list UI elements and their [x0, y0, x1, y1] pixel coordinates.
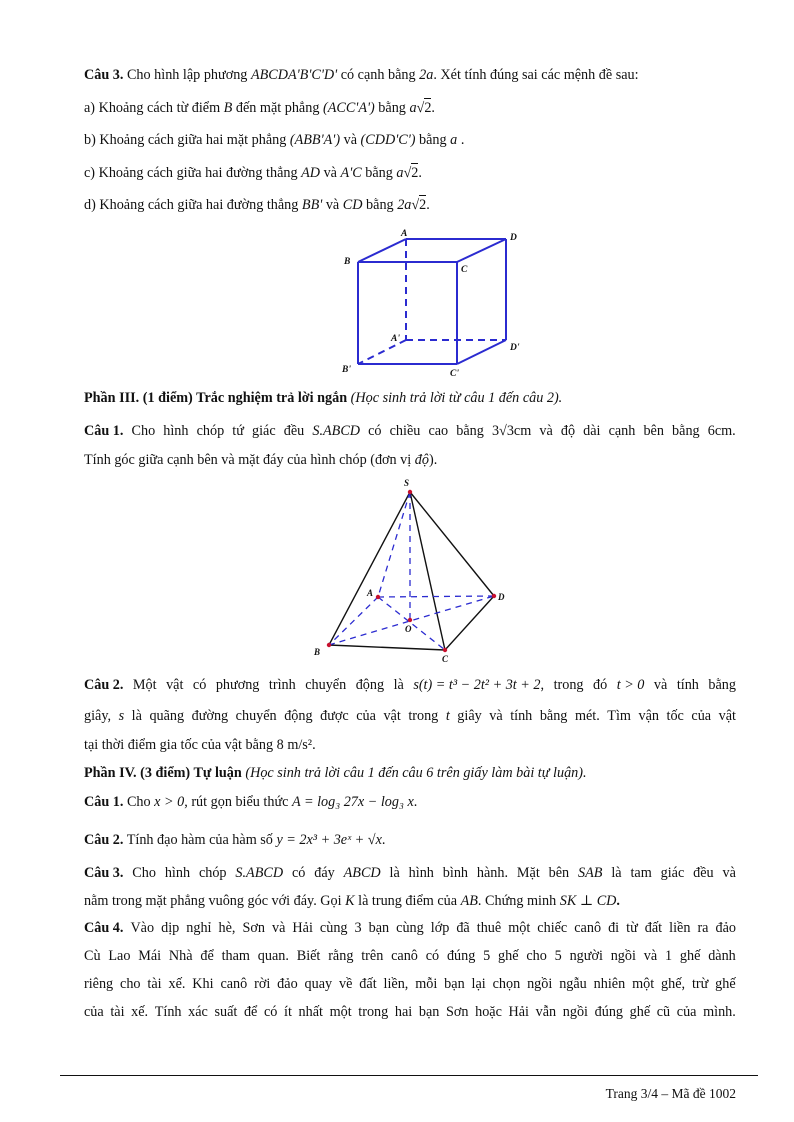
p4-cau4-l3-w5: canô — [220, 976, 248, 992]
cube-label-B1: B' — [342, 365, 351, 375]
p4-cau4-l2-w3: Nhà — [168, 948, 193, 964]
p3-cau2-title: Câu 2. — [84, 677, 124, 693]
cube-label-A1: A' — [391, 334, 400, 344]
p4-cau2-title: Câu 2. — [84, 832, 124, 848]
p4-cau4-l2-w18: ngồi — [610, 948, 636, 964]
p4-cau4-l1-w0: Vào — [130, 920, 155, 936]
p4-cau4-l2-w4: để — [200, 948, 214, 964]
part4-heading — [84, 764, 587, 782]
p4-cau3-w18: và — [722, 865, 736, 881]
opt-a-mid: đến mặt phẳng — [235, 100, 320, 116]
p3-cau1-w16: bên — [643, 423, 664, 439]
p3-cau2-accel: 8 m/s² — [276, 737, 313, 753]
p3-cau1-w11: 3√3cm — [491, 423, 532, 439]
p3-cau2-w11: đó — [593, 677, 608, 693]
pyr-hidden-AD — [378, 596, 494, 597]
p4-cau4-l2-w5: tham — [221, 948, 250, 964]
p4-cau3-w11: Mặt — [516, 865, 540, 881]
p4-cau4-l3-w3: xế. — [168, 976, 186, 992]
p4-cau4-line3 — [84, 975, 736, 993]
p3-cau2-w10: trong — [553, 677, 584, 693]
p3-cau2-w1: vật — [166, 677, 184, 693]
p4-cau4-l2-w20: 1 — [664, 948, 673, 964]
p4-cau4-l3-w16: ngồi — [527, 976, 553, 992]
p4-cau4-line1 — [84, 919, 736, 937]
opt-d-text: d) Khoảng cách giữa hai đường thẳng — [84, 197, 299, 213]
opt-a-text: a) Khoảng cách từ điểm — [84, 100, 221, 116]
p4-cau4-l4-w19: đúng — [594, 1004, 623, 1020]
p4-cau4-l1-w22: đảo — [715, 920, 736, 936]
part3-note: (Học sinh trả lời từ câu 1 đến câu 2). — [350, 390, 563, 406]
p4-cau3-w3: S.ABCD — [235, 865, 284, 881]
p4-cau4-l3-w17: ngẫu — [559, 976, 587, 992]
opt-a-plane: (ACC'A') — [322, 100, 375, 116]
pyr-edge-SB — [329, 492, 410, 645]
pyr-edge-BC — [329, 645, 445, 650]
p4-cau1 — [84, 793, 417, 811]
p4-cau4-l3-w18: nhiên — [593, 976, 626, 992]
p4-cau4-l1-w16: canô — [574, 920, 602, 936]
p4-cau2 — [84, 831, 385, 849]
opt-c-and: và — [323, 165, 337, 181]
cau3-title: Câu 3. — [84, 67, 124, 83]
p4-cau4-l4-w23: mình. — [703, 1004, 736, 1020]
cube-label-D: D — [510, 233, 517, 243]
p4-cau2-end: . — [381, 832, 386, 848]
p3-cau2-l2-w16: mét. — [574, 708, 600, 724]
part4-title: Phần IV. (3 điểm) Tự luận — [84, 765, 242, 781]
p4-cau4-l1-w3: hè, — [218, 920, 236, 936]
p4-cau3-title: Câu 3. — [84, 865, 124, 881]
p3-cau1-w9: cao — [428, 423, 449, 439]
p4-cau4-l2-w7: Biết — [296, 948, 321, 964]
footer-divider — [60, 1075, 758, 1076]
p4-cau3-w15: tam — [630, 865, 652, 881]
opt-c-line2: A'C — [340, 165, 362, 181]
p4-cau4-l1-w14: một — [508, 920, 531, 936]
p4-cau4-l2-w12: đúng — [446, 948, 476, 964]
p4-cau4-l2-w17: người — [569, 948, 603, 964]
p4-cau4-l1-w20: liền — [669, 920, 691, 936]
p3-cau2-l2-w14: tính — [510, 708, 533, 724]
p4-cau4-l1-w9: bạn — [368, 920, 390, 936]
cube-label-C: C — [461, 265, 468, 275]
opt-d-line2: CD — [342, 197, 363, 213]
p3-cau2-w7: là — [393, 677, 404, 693]
p4-cau4-l3-w11: liền, — [383, 976, 409, 992]
opt-b-plane2: (CDD'C') — [360, 132, 416, 148]
cube-label-D1: D' — [510, 343, 520, 353]
p3-cau2-l2-w2: là — [131, 708, 142, 724]
p4-cau3-w0: Cho — [132, 865, 156, 881]
p3-cau2-comma: , — [540, 677, 545, 693]
p4-cau3-w1: hình — [164, 865, 191, 881]
opt-d-line1: BB' — [301, 197, 323, 213]
p4-cau1-end: . — [413, 794, 418, 810]
opt-a-point: B — [223, 100, 233, 116]
p4-cau3-l2: nằm trong mặt phẳng vuông góc với đáy. Gọi — [84, 893, 342, 909]
cube-label-B: B — [344, 257, 351, 267]
p3-cau2-l2-w15: bằng — [539, 708, 568, 724]
p4-cau1-mid: , rút gọn biểu thức — [184, 794, 289, 810]
p4-cau4-l4-w8: ít — [284, 1004, 292, 1020]
p3-cau1-line2 — [84, 451, 437, 469]
cau3-stem-c: . Xét tính đúng sai các mệnh đề sau: — [433, 67, 639, 83]
pyr-label-S: S — [404, 478, 410, 488]
p3-cau1-w10: bằng — [456, 423, 484, 439]
p4-cau4-l1-w19: đất — [644, 920, 663, 936]
opt-d-val: 2a — [397, 197, 412, 213]
p3-cau1-w0: Cho — [131, 423, 156, 439]
p4-cau4-l4-w9: nhất — [298, 1004, 323, 1020]
p3-cau2-l2-w12: giây — [457, 708, 482, 724]
p4-cau4-l4-w11: trong — [358, 1004, 389, 1020]
opt-c-line1: AD — [301, 165, 321, 181]
p3-cau2-l2-w1: s — [118, 708, 125, 724]
p4-cau4-l3-w12: mỗi — [415, 976, 438, 992]
p4-cau4-l3-w2: tài — [147, 976, 162, 992]
p4-cau4-l4-w16: Hải — [508, 1004, 530, 1020]
p4-cau4-l1-w17: đi — [608, 920, 620, 936]
pyr-edge-SD — [410, 492, 494, 596]
p4-cau1-cond: x > 0 — [154, 794, 185, 810]
p4-cau4-l1-w11: lớp — [430, 920, 450, 936]
opt-d-rad: 2 — [419, 197, 427, 213]
pyr-point-B — [327, 643, 331, 647]
p4-cau4-l2-w6: quan. — [257, 948, 289, 964]
p4-cau4-l1-w2: nghỉ — [186, 920, 212, 936]
p4-cau1-expr: A = log₃ 27x − log₃ x — [292, 794, 414, 810]
p4-cau4-l3-w19: một — [632, 976, 655, 992]
pyr-edge-CD — [445, 596, 494, 650]
cau3-stem-a: Cho hình lập phương — [126, 67, 248, 83]
p3-cau1-w3: tứ — [232, 423, 244, 439]
p4-cau4-l4-w17: vẫn — [535, 1004, 557, 1020]
p4-cau4-l2-w19: và — [643, 948, 658, 964]
part3-heading — [84, 389, 562, 407]
opt-a-val: a — [409, 100, 417, 116]
p3-cau1-w5: đều — [283, 423, 305, 439]
pyramid-figure — [308, 476, 518, 666]
p3-cau2-l2-w18: vận — [638, 708, 659, 724]
part3-title: Phần III. (1 điểm) Trắc nghiệm trả lời ngắn — [84, 390, 348, 406]
p4-cau1-title: Câu 1. — [84, 794, 124, 810]
p4-cau4-l2-w16: 5 — [554, 948, 562, 964]
p4-cau4-line4 — [84, 1003, 736, 1021]
opt-b-plane1: (ABB'A') — [289, 132, 341, 148]
p4-cau4-l3-w6: rời — [254, 976, 271, 992]
p4-cau4-l4-w2: xế. — [131, 1004, 149, 1020]
p4-cau3-w9: bình — [442, 865, 469, 881]
p4-cau4-l2-w21: ghế — [679, 948, 701, 964]
cube-figure — [330, 226, 540, 378]
p3-cau2-l3-end: . — [312, 737, 316, 753]
p4-cau4-l4-w1: tài — [110, 1004, 125, 1020]
p3-cau1-line1 — [84, 422, 736, 440]
p4-cau4-l1-w13: thuê — [476, 920, 502, 936]
page-footer: Trang 3/4 – Mã đề 1002 — [605, 1086, 736, 1101]
pyr-point-C — [443, 648, 447, 652]
pyr-point-O — [408, 618, 412, 622]
p4-cau4-l2-w1: Lao — [108, 948, 131, 964]
pyr-label-O: O — [405, 624, 412, 634]
opt-b-and: và — [343, 132, 357, 148]
pyr-label-B: B — [314, 647, 321, 657]
p3-cau1-w18: 6cm. — [707, 423, 736, 439]
p3-cau2-l2-w7: được — [320, 708, 349, 724]
cau3-option-a: a) Khoảng cách từ điểm B đến mặt phẳng (ACC'A') bằng a√2. — [84, 100, 435, 116]
p4-cau4-l4-w13: bạn — [418, 1004, 440, 1020]
p4-cau4-l2-w15: cho — [526, 948, 547, 964]
p4-cau3-l2-end: . — [616, 893, 620, 909]
p4-cau4-l1-w4: Sơn — [242, 920, 265, 936]
p3-cau1-w1: hình — [163, 423, 189, 439]
cau3-stem-b: có cạnh bằng — [340, 67, 416, 83]
cau3-option-d: d) Khoảng cách giữa hai đường thẳng BB' và CD bằng 2a√2. — [84, 197, 430, 213]
p4-cau4-l3-w1: cho — [120, 976, 141, 992]
p4-cau3-w7: là — [389, 865, 400, 881]
cau3-option-b: b) Khoảng cách giữa hai mặt phẳng (ABB'A') và (CDD'C') bằng a . — [84, 132, 465, 148]
p4-cau2-text: Tính đạo hàm của hàm số — [126, 832, 273, 848]
p3-cau1-w7: có — [368, 423, 382, 439]
p4-cau3-w4: có — [291, 865, 306, 881]
p3-cau1-w6: S.ABCD — [312, 423, 361, 439]
p3-cau2-l2-w4: đường — [191, 708, 229, 724]
pyr-point-S — [408, 490, 412, 494]
opt-c-text: c) Khoảng cách giữa hai đường thẳng — [84, 165, 298, 181]
p4-cau4-line2 — [84, 947, 736, 965]
p3-cau2-line3 — [84, 736, 316, 754]
p4-cau4-l3-w22: ghế — [715, 976, 736, 992]
pyr-label-C: C — [442, 654, 449, 664]
p4-cau4-l2-w11: có — [425, 948, 440, 964]
p4-cau4-l2-w9: trên — [361, 948, 384, 964]
p4-cau3-k: K — [345, 893, 355, 909]
p4-cau4-l3-w21: trừ — [691, 976, 709, 992]
p4-cau4-l2-w10: canô — [391, 948, 418, 964]
p4-cau4-l2-w14: ghế — [498, 948, 519, 964]
p3-cau2-l2-w19: tốc — [666, 708, 684, 724]
p3-cau2-l2-w11: t — [445, 708, 450, 724]
p4-cau3-w5: đáy — [314, 865, 335, 881]
p4-cau4-l4-w21: cũ — [656, 1004, 671, 1020]
p4-cau4-l3-w20: ghế, — [661, 976, 686, 992]
p4-cau4-l1-w1: dịp — [161, 920, 180, 936]
p3-cau2-l2-w20: của — [691, 708, 712, 724]
p4-cau3-proof: SK ⊥ CD — [559, 893, 617, 909]
p4-cau4-l4-w20: ghế — [629, 1004, 651, 1020]
p4-cau3-w14: là — [611, 865, 622, 881]
opt-d-eq: bằng — [366, 197, 394, 213]
p3-cau1-w14: dài — [583, 423, 601, 439]
p4-cau4-l1-w12: đã — [456, 920, 470, 936]
p3-cau2-w6: động — [355, 677, 385, 693]
p3-cau1-w17: bằng — [672, 423, 700, 439]
p4-cau4-l1-w5: và — [271, 920, 286, 936]
pyr-label-A: A — [367, 588, 374, 598]
p4-cau4-l4-w22: của — [676, 1004, 697, 1020]
opt-c-eq: bằng — [365, 165, 393, 181]
p4-cau4-l2-w8: rằng — [328, 948, 354, 964]
p3-cau1-unit: độ — [414, 452, 429, 468]
opt-c-rad: 2 — [411, 165, 419, 181]
p4-cau4-l4-w5: suất — [214, 1004, 238, 1020]
p3-cau1-w12: và — [539, 423, 553, 439]
pyr-point-D — [492, 594, 496, 598]
p4-cau4-l3-w15: chọn — [492, 976, 521, 992]
p4-cau4-l1-w7: cùng — [319, 920, 348, 936]
cau3-edge: 2a — [419, 67, 434, 83]
pyr-label-D: D — [498, 592, 505, 602]
p4-cau4-l4-w7: có — [263, 1004, 278, 1020]
p4-cau4-l1-w15: chiếc — [537, 920, 568, 936]
p4-cau4-l3-w9: về — [339, 976, 353, 992]
p3-cau2-line1 — [84, 676, 736, 694]
part4-note: (Học sinh trả lời câu 1 đến câu 6 trên giấy làm bài tự luận). — [245, 765, 587, 781]
p3-cau2-l2-w5: chuyển — [235, 708, 277, 724]
p4-cau3-l2b: là trung điểm của — [358, 893, 458, 909]
opt-b-eq: bằng — [419, 132, 447, 148]
p4-cau4-l1-w18: từ — [626, 920, 638, 936]
p4-cau3-w16: giác — [660, 865, 685, 881]
p4-cau4-l3-w4: Khi — [192, 976, 214, 992]
p4-cau3-w6: ABCD — [343, 865, 381, 881]
p4-cau4-l2-w13: 5 — [483, 948, 491, 964]
p4-cau4-l4-w6: để — [243, 1004, 258, 1020]
p4-cau4-l4-w4: xác — [188, 1004, 208, 1020]
p4-cau4-l1-w8: 3 — [354, 920, 362, 936]
p3-cau2-w5: chuyển — [305, 677, 347, 693]
p3-cau2-w15: bằng — [708, 677, 736, 693]
p4-cau4-l4-w10: một — [329, 1004, 352, 1020]
p4-cau4-l3-w0: riêng — [84, 976, 114, 992]
p3-cau1-w2: chóp — [196, 423, 225, 439]
p4-cau3-w2: chóp — [198, 865, 227, 881]
p4-cau4-l1-w21: ra — [697, 920, 709, 936]
cau3-stem — [84, 66, 639, 84]
cube-edge-BA — [358, 239, 406, 262]
p3-cau2-line2 — [84, 707, 736, 725]
p3-cau1-w8: chiều — [389, 423, 421, 439]
p3-cau2-l2-w17: Tìm — [607, 708, 631, 724]
p3-cau2-w13: và — [653, 677, 668, 693]
p4-cau3-line2 — [84, 892, 620, 910]
p3-cau2-w0: Một — [132, 677, 157, 693]
p3-cau2-l2-w6: động — [284, 708, 313, 724]
p4-cau4-l2-w22: dành — [708, 948, 736, 964]
p4-cau3-w10: hành. — [476, 865, 509, 881]
p4-cau3-l2c: . Chứng minh — [477, 893, 557, 909]
p4-cau3-ab: AB — [460, 893, 478, 909]
p4-cau3-w17: đều — [693, 865, 714, 881]
p4-cau3-w13: SAB — [578, 865, 603, 881]
p3-cau2-l2-w3: quãng — [149, 708, 185, 724]
cube-label-C1: C' — [450, 369, 459, 378]
p3-cau1-title: Câu 1. — [84, 423, 124, 439]
pyr-point-A — [376, 595, 380, 599]
opt-a-rad: 2 — [424, 100, 432, 116]
p3-cau2-l2-w21: vật — [718, 708, 736, 724]
p3-cau2-l2-w8: của — [356, 708, 376, 724]
p4-cau4-l4-w14: Sơn — [445, 1004, 469, 1020]
p4-cau4-l4-w0: của — [84, 1004, 104, 1020]
p4-cau3-w12: bên — [548, 865, 570, 881]
cube-edge-DC — [457, 239, 506, 262]
p4-cau4-l1-w10: cùng — [396, 920, 424, 936]
p4-cau4-l4-w3: Tính — [154, 1004, 182, 1020]
p3-cau2-w14: tính — [676, 677, 699, 693]
p4-cau4-l3-w10: đất — [359, 976, 377, 992]
p3-cau2-w3: phương — [215, 677, 260, 693]
p4-cau4-title: Câu 4. — [84, 920, 124, 936]
p3-cau2-w2: có — [192, 677, 207, 693]
opt-b-text: b) Khoảng cách giữa hai mặt phẳng — [84, 132, 287, 148]
p3-cau2-l2-w13: và — [489, 708, 503, 724]
p3-cau2-cond: t > 0 — [616, 677, 645, 693]
cau3-cube-name: ABCDA'B'C'D' — [250, 67, 338, 83]
p4-cau4-l3-w14: lại — [471, 976, 486, 992]
opt-b-val: a — [450, 132, 458, 148]
p4-cau4-l2-w2: Mái — [138, 948, 162, 964]
p4-cau4-l4-w12: hai — [394, 1004, 413, 1020]
p4-cau1-text: Cho — [126, 794, 151, 810]
p4-cau4-l4-w15: hoặc — [475, 1004, 502, 1020]
p4-cau4-l1-w6: Hải — [292, 920, 313, 936]
p4-cau3-line1 — [84, 864, 736, 882]
opt-a-eq: bằng — [378, 100, 406, 116]
p4-cau4-l3-w8: quay — [304, 976, 333, 992]
cube-edge-C1D1 — [457, 340, 506, 364]
p4-cau4-l2-w0: Cù — [84, 948, 101, 964]
p3-cau2-l2-w0: giây, — [84, 708, 112, 724]
p3-cau2-l3: tại thời điểm gia tốc của vật bằng — [84, 737, 274, 753]
opt-c-val: a — [396, 165, 404, 181]
cau3-option-c: c) Khoảng cách giữa hai đường thẳng AD và A'C bằng a√2. — [84, 165, 422, 181]
p4-cau3-w8: hình — [408, 865, 434, 881]
p4-cau4-l3-w13: bạn — [444, 976, 465, 992]
p4-cau4-l3-w7: đảo — [277, 976, 298, 992]
p3-cau1-l2-end: ). — [428, 452, 438, 468]
p3-cau1-w13: độ — [560, 423, 576, 439]
p3-cau2-equation: s(t) = t³ − 2t² + 3t + 2 — [413, 677, 541, 693]
cube-label-A: A — [401, 229, 408, 239]
p3-cau1-l2: Tính góc giữa cạnh bên và mặt đáy của hình chóp (đơn vị — [84, 452, 412, 468]
opt-d-and: và — [325, 197, 340, 213]
p3-cau2-w4: trình — [268, 677, 296, 693]
p3-cau1-w15: cạnh — [608, 423, 636, 439]
p4-cau4-l4-w18: ngồi — [562, 1004, 588, 1020]
p3-cau2-l2-w9: vật — [383, 708, 401, 724]
p3-cau2-l2-w10: trong — [408, 708, 439, 724]
p4-cau2-expr: y = 2x³ + 3eˣ + √x — [276, 832, 382, 848]
p3-cau1-w4: giác — [252, 423, 276, 439]
